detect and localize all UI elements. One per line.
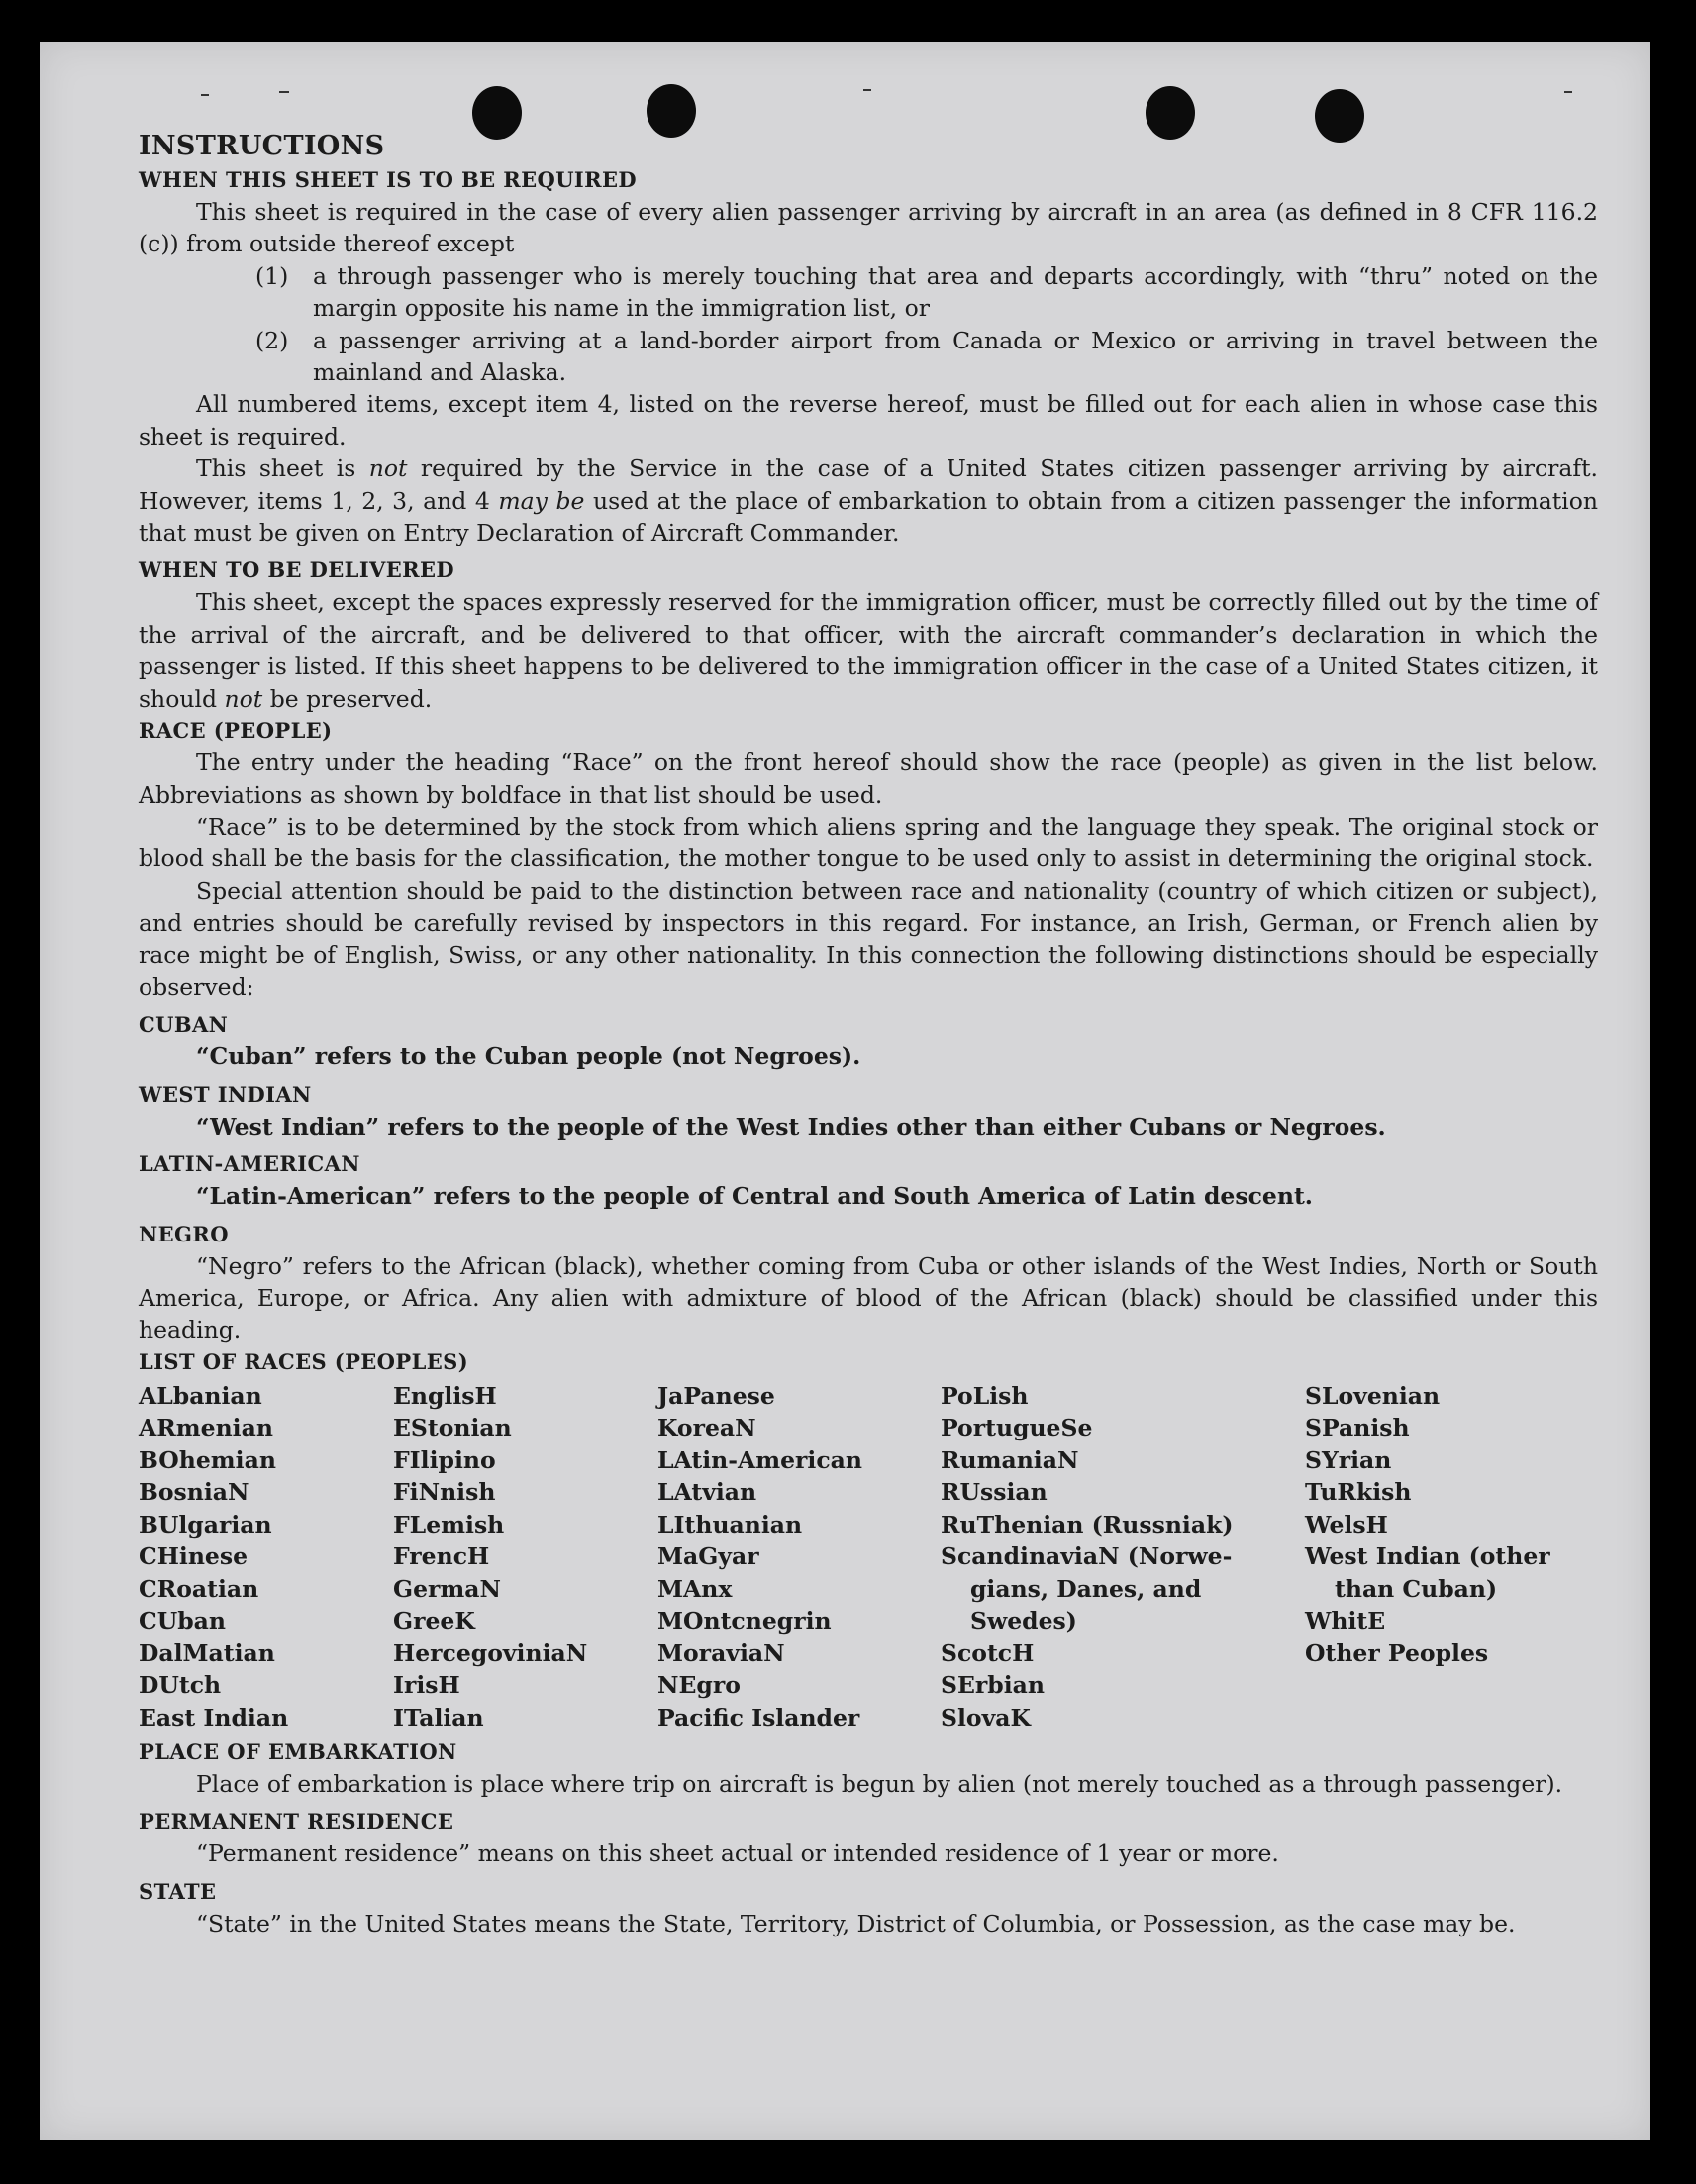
race-entry: CRoatian [139,1574,259,1603]
section-heading-embarkation: PLACE OF EMBARKATION [139,1738,457,1764]
race-entry: PortugueSe [941,1414,1093,1442]
race-entry: DUtch [139,1671,222,1700]
race-entry-continued: gians, Danes, and [970,1574,1202,1603]
race-entry: BosniaN [139,1478,249,1507]
race-entry: FiNnish [393,1478,496,1507]
paragraph: “Race” is to be determined by the stock from which aliens spring and the language they speak. The original stock or blood shall be the basis for the classification, the mother tongue to be used only to assist in determining the original stock. [139,812,1598,873]
race-entry: NEgro [657,1671,741,1700]
race-entry: GermaN [393,1574,501,1603]
race-entry: SlovaK [941,1703,1031,1732]
race-entry: PoLish [941,1381,1029,1410]
paragraph: This sheet is required in the case of every alien passenger arriving by aircraft in an area (as defined in 8 CFR 116.2 (c)) from outside thereof except [139,198,1598,258]
race-entry: LIthuanian [657,1510,803,1539]
race-entry: SPanish [1305,1414,1410,1442]
paragraph: All numbered items, except item 4, listed on the reverse hereof, must be filled out for each alien in whose case this sheet is required. [139,390,1598,450]
race-entry: LAtin-American [657,1445,862,1474]
race-entry: DalMatian [139,1638,275,1667]
race-entry: CUban [139,1607,226,1636]
race-entry: FrencH [393,1542,490,1571]
item-text: a passenger arriving at a land-border airport from Canada or Mexico or arriving in travel between the mainland and Alaska. [313,326,1598,387]
race-entry: WhitE [1305,1607,1386,1636]
definition-west-indian: “West Indian” refers to the people of the West Indies other than either Cubans or Negroes. [196,1112,1386,1141]
race-entry: EnglisH [393,1381,497,1410]
race-entry: ALbanian [139,1381,262,1410]
race-entry: Pacific Islander [657,1703,860,1732]
race-entry: RuThenian (Russniak) [941,1510,1234,1539]
section-heading-delivered: WHEN TO BE DELIVERED [139,557,455,583]
race-entry: LAtvian [657,1478,757,1507]
section-heading-cuban: CUBAN [139,1012,229,1038]
race-entry: EStonian [393,1414,512,1442]
race-entry: GreeK [393,1607,475,1636]
race-entry: FIlipino [393,1445,496,1474]
list-item [255,260,1598,325]
section-heading-required: WHEN THIS SHEET IS TO BE REQUIRED [139,167,638,192]
section-heading-permanent-residence: PERMANENT RESIDENCE [139,1809,454,1835]
race-entry: RumaniaN [941,1445,1079,1474]
definition-latin-american: “Latin-American” refers to the people of Central and South America of Latin descent. [196,1182,1313,1211]
races-list [139,1380,1598,1737]
section-heading-west-indian: WEST INDIAN [139,1081,312,1107]
races-column-4 [941,1380,1233,1735]
race-entry: MOntcnegrin [657,1607,832,1636]
race-entry-continued: Swedes) [970,1607,1077,1636]
paragraph: This sheet, except the spaces expressly reserved for the immigration officer, must be correctly filled out by the time of the arrival of the aircraft, and be delivered to that officer, with the aircraft commander’s declaration in which the passenger is listed. If this sheet happens to be delivered to the immigration officer in the case of a United States citizen, it should not be preserved. [139,588,1598,713]
race-entry: MAnx [657,1574,733,1603]
races-column-2 [393,1380,587,1735]
race-entry: RUssian [941,1478,1048,1507]
scan-speck [863,89,871,91]
race-entry: ITalian [393,1703,484,1732]
section-heading-latin-american: LATIN-AMERICAN [139,1151,360,1177]
scan-speck [279,91,289,93]
definition-cuban: “Cuban” refers to the Cuban people (not Negroes). [196,1042,861,1071]
race-entry: WelsH [1305,1510,1388,1539]
race-entry: SYrian [1305,1445,1392,1474]
scan-speck [201,94,209,96]
race-entry: SLovenian [1305,1381,1441,1410]
race-entry-continued: than Cuban) [1335,1574,1498,1603]
definition-state: “State” in the United States means the State, Territory, District of Columbia, or Possession, as the case may be. [196,1909,1516,1937]
page-title: INSTRUCTIONS [139,131,385,161]
races-column-5 [1305,1380,1550,1670]
section-heading-negro: NEGRO [139,1221,229,1246]
race-entry: MoraviaN [657,1638,785,1667]
race-entry: FLemish [393,1510,505,1539]
race-entry: SErbian [941,1671,1045,1700]
race-entry: KoreaN [657,1414,756,1442]
race-entry: MaGyar [657,1542,759,1571]
races-column-3 [657,1380,862,1735]
race-entry: ARmenian [139,1414,273,1442]
paragraph: The entry under the heading “Race” on the front hereof should show the race (people) as given in the list below. Abbreviations as shown by boldface in that list should be used. [139,748,1598,809]
race-entry: IrisH [393,1671,460,1700]
paragraph: This sheet is not required by the Service in the case of a United States citizen passenger arriving by aircraft. However, items 1, 2, 3, and 4 may be used at the place of embarkation to obtain from a citizen passenger the information that must be given on Entry Declaration of Aircraft Commander. [139,454,1598,547]
race-entry: CHinese [139,1542,249,1571]
race-entry: BOhemian [139,1445,276,1474]
scan-speck [1564,91,1572,93]
definition-embarkation: Place of embarkation is place where trip on aircraft is begun by alien (not merely touched as a through passenger). [196,1769,1563,1798]
section-heading-state: STATE [139,1878,217,1904]
list-item [255,325,1598,389]
race-entry: East Indian [139,1703,289,1732]
paragraph: Special attention should be paid to the distinction between race and nationality (country of which citizen or subject), and entries should be carefully revised by inspectors in this regard. For instance, an Irish, German, or French alien by race might be of English, Swiss, or any other nationality. In this connection the following distinctions should be especially observed: [139,876,1598,1001]
section-heading-race: RACE (PEOPLE) [139,718,333,744]
section-heading-list-of-races: LIST OF RACES (PEOPLES) [139,1348,469,1374]
race-entry: Other Peoples [1305,1638,1489,1667]
race-entry: ScandinaviaN (Norwe- [941,1542,1233,1571]
race-entry: ScotcH [941,1638,1035,1667]
race-entry: West Indian (other [1305,1542,1550,1571]
item-text: a through passenger who is merely touching that area and departs accordingly, with “thru” noted on the margin opposite his name in the immigration list, or [313,261,1598,323]
race-entry: TuRkish [1305,1478,1412,1507]
item-number: (1) [255,261,289,290]
definition-permanent-residence: “Permanent residence” means on this sheet actual or intended residence of 1 year or more. [196,1839,1279,1868]
races-column-1 [139,1380,288,1735]
race-entry: JaPanese [657,1381,775,1410]
item-number: (2) [255,326,289,354]
race-entry: HercegoviniaN [393,1638,588,1667]
document-sheet [40,42,1650,2140]
race-entry: BUlgarian [139,1510,272,1539]
definition-negro: “Negro” refers to the African (black), whether coming from Cuba or other islands of the West Indies, North or South America, Europe, or Africa. Any alien with admixture of blood of the African (black) should be classified under this heading. [139,1251,1598,1344]
instructions-content [139,129,1598,1939]
